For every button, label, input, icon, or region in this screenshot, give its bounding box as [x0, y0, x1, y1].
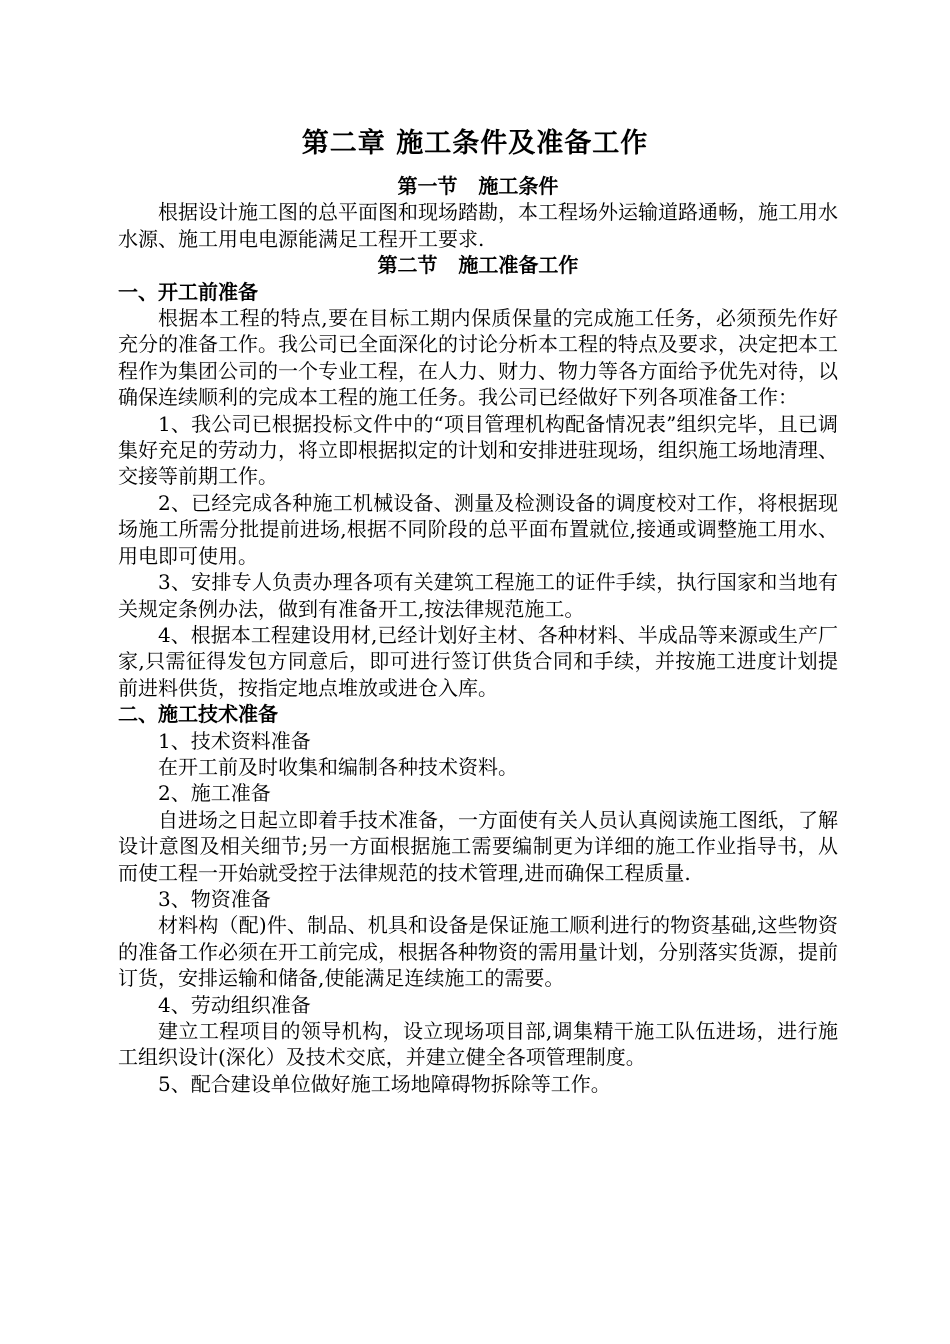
part-1-intro: 根据本工程的特点,要在目标工期内保质保量的完成施工任务，必须预先作好充分的准备工作。我公司已全面深化的讨论分析本工程的特点及要求，决定把本工程作为集团公司的一个专业工程，在人力、财力、物力等各方面给予优先对待，以确保连续顺利的完成本工程的施工任务。我公司已经做好下列各项准备工作： [118, 306, 838, 410]
section-1-paragraph: 根据设计施工图的总平面图和现场踏勘，本工程场外运输道路通畅，施工用水水源、施工用电电源能满足工程开工要求. [118, 200, 838, 251]
part-1-item-1: 1、我公司已根据投标文件中的“项目管理机构配备情况表”组织完毕，且已调集好充足的劳动力，将立即根据拟定的计划和安排进驻现场，组织施工场地清理、交接等前期工作。 [118, 411, 838, 489]
section-2-title: 第二节 施工准备工作 [377, 253, 579, 278]
part-2-sub-2-text: 自进场之日起立即着手技术准备，一方面使有关人员认真阅读施工图纸，了解设计意图及相关细节;另一方面根据施工需要编制更为详细的施工作业指导书，从而使工程一开始就受控于法律规范的技术管理,进而确保工程质量. [118, 807, 838, 885]
part-2-sub-1-title: 1、技术资料准备 [158, 728, 311, 753]
section-1-title: 第一节 施工条件 [397, 174, 559, 198]
part-2-sub-4-text: 建立工程项目的领导机构，设立现场项目部,调集精干施工队伍进场，进行施工组织设计(深化）及技术交底，并建立健全各项管理制度。 [118, 1019, 838, 1070]
part-1-item-4: 4、根据本工程建设用材,已经计划好主材、各种材料、半成品等来源或生产厂家,只需征得发包方同意后，即可进行签订供货合同和手续，并按施工进度计划提前进料供货，按指定地点堆放或进仓入库。 [118, 622, 838, 700]
part-1-item-2: 2、已经完成各种施工机械设备、测量及检测设备的调度校对工作，将根据现场施工所需分批提前进场,根据不同阶段的总平面布置就位,接通或调整施工用水、用电即可使用。 [118, 490, 838, 568]
part-2-heading: 二、施工技术准备 [118, 702, 278, 727]
part-2-sub-5-text: 5、配合建设单位做好施工场地障碍物拆除等工作。 [158, 1071, 611, 1096]
part-2-sub-3-title: 3、物资准备 [158, 886, 271, 911]
part-2-sub-1-text: 在开工前及时收集和编制各种技术资料。 [158, 754, 518, 779]
document-body [118, 173, 838, 1097]
part-1-heading: 一、开工前准备 [118, 279, 258, 304]
part-2-sub-2-title: 2、施工准备 [158, 781, 271, 806]
part-2-sub-4-title: 4、劳动组织准备 [158, 992, 311, 1017]
part-1-item-3: 3、安排专人负责办理各项有关建筑工程施工的证件手续，执行国家和当地有关规定条例办法，做到有准备开工,按法律规范施工。 [118, 570, 838, 621]
part-2-sub-3-text: 材料构（配)件、制品、机具和设备是保证施工顺利进行的物资基础,这些物资的准备工作必须在开工前完成，根据各种物资的需用量计划，分别落实货源，提前订货，安排运输和储备,使能满足连续施工的需要。 [118, 913, 838, 991]
chapter-title: 第二章 施工条件及准备工作 [301, 128, 649, 159]
